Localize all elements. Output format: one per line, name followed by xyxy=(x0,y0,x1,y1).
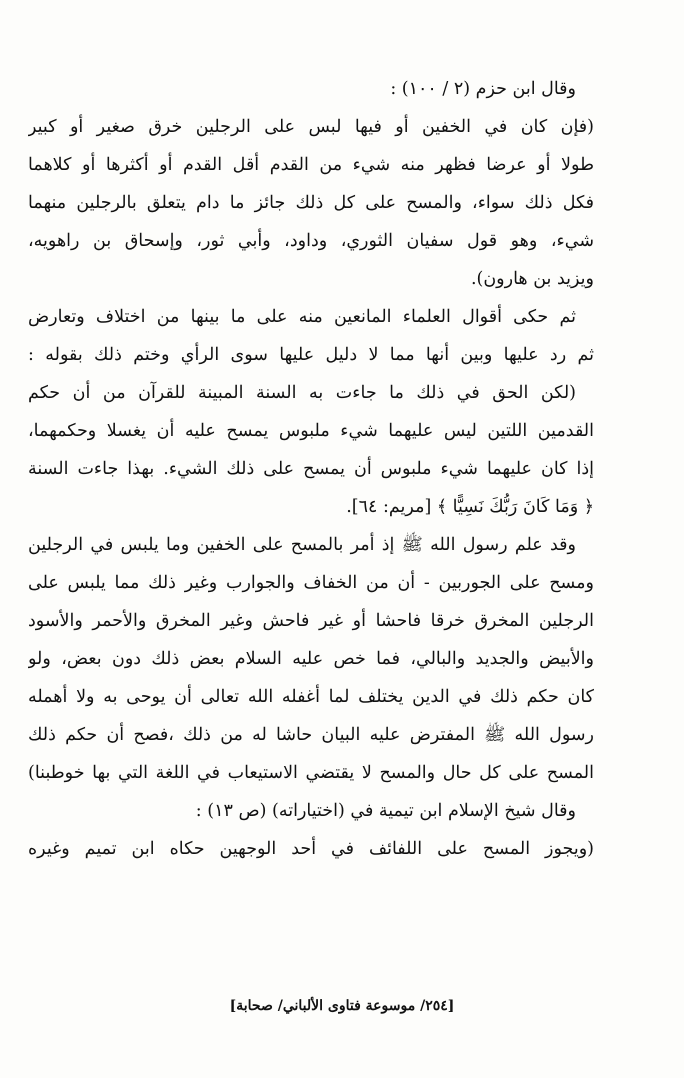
text-line: وقال شيخ الإسلام ابن تيمية في (اختياراته) (ص ١٣) : xyxy=(195,801,576,821)
body-text xyxy=(28,70,594,868)
text-line: ومسح على الجوربين - أن من الخفاف والجوارب وغير ذلك مما يلبس على xyxy=(28,573,594,593)
text-line: فكل ذلك سواء، والمسح على كل ذلك جائز ما دام يتعلق بالرجلين منهما xyxy=(28,193,594,213)
text-line: ويزيد بن هارون). xyxy=(470,269,594,289)
text-line: والأبيض والجديد والبالي، فما خص عليه السلام بعض ذلك دون بعض، ولو xyxy=(28,649,594,669)
text-line: طولا أو عرضا فظهر منه شيء من القدم أقل القدم أو أكثرها أو كلاهما xyxy=(28,155,594,175)
text-line: (فإن كان في الخفين أو فيها لبس على الرجلين خرق صغير أو كبير xyxy=(28,117,594,137)
text-line: وقال ابن حزم (٢ / ١٠٠) : xyxy=(390,79,576,99)
text-line: كان حكم ذلك في الدين يختلف لما أغفله الله تعالى أن يوحى به ولا أهمله xyxy=(28,687,594,707)
text-line: (لكن الحق في ذلك ما جاءت به السنة المبينة للقرآن من أن حكم xyxy=(28,383,576,403)
quran-verse: ﴿ وَمَا كَانَ رَبُّكَ نَسِيًّا ﴾ [مريم: ٦٤]. xyxy=(346,497,594,517)
text-line: رسول الله ﷺ المفترض عليه البيان حاشا له من ذلك ،فصح أن حكم ذلك xyxy=(28,725,594,745)
text-line: شيء، وهو قول سفيان الثوري، وداود، وأبي ثور، وإسحاق بن راهويه، xyxy=(28,231,594,251)
text-line: ثم حكى أقوال العلماء المانعين منه على ما بينها من اختلاف وتعارض xyxy=(28,307,576,327)
text-line: المسح على كل حال والمسح لا يقتضي الاستيعاب في اللغة التي بها خوطبنا) xyxy=(28,763,594,783)
text-line: القدمين اللتين ليس عليهما شيء ملبوس يمسح عليه أن يغسلا وحكمهما، xyxy=(28,421,594,441)
text-line: إذا كان عليهما شيء ملبوس أن يمسح على ذلك الشيء. بهذا جاءت السنة xyxy=(28,459,594,479)
text-line: (ويجوز المسح على اللفائف في أحد الوجهين حكاه ابن تميم وغيره xyxy=(28,839,594,859)
text-line: وقد علم رسول الله ﷺ إذ أمر بالمسح على الخفين وما يلبس في الرجلين xyxy=(28,535,576,555)
page-footer: [٢٥٤/ موسوعة فتاوى الألباني/ صحابة] xyxy=(229,998,455,1014)
text-line: ثم رد عليها وبين أنها مما لا دليل عليها سوى الرأي وختم ذلك بقوله : xyxy=(28,345,594,365)
text-line: الرجلين المخرق خرقا فاحشا أو غير فاحش وغير المخرق والأحمر والأسود xyxy=(28,611,594,631)
